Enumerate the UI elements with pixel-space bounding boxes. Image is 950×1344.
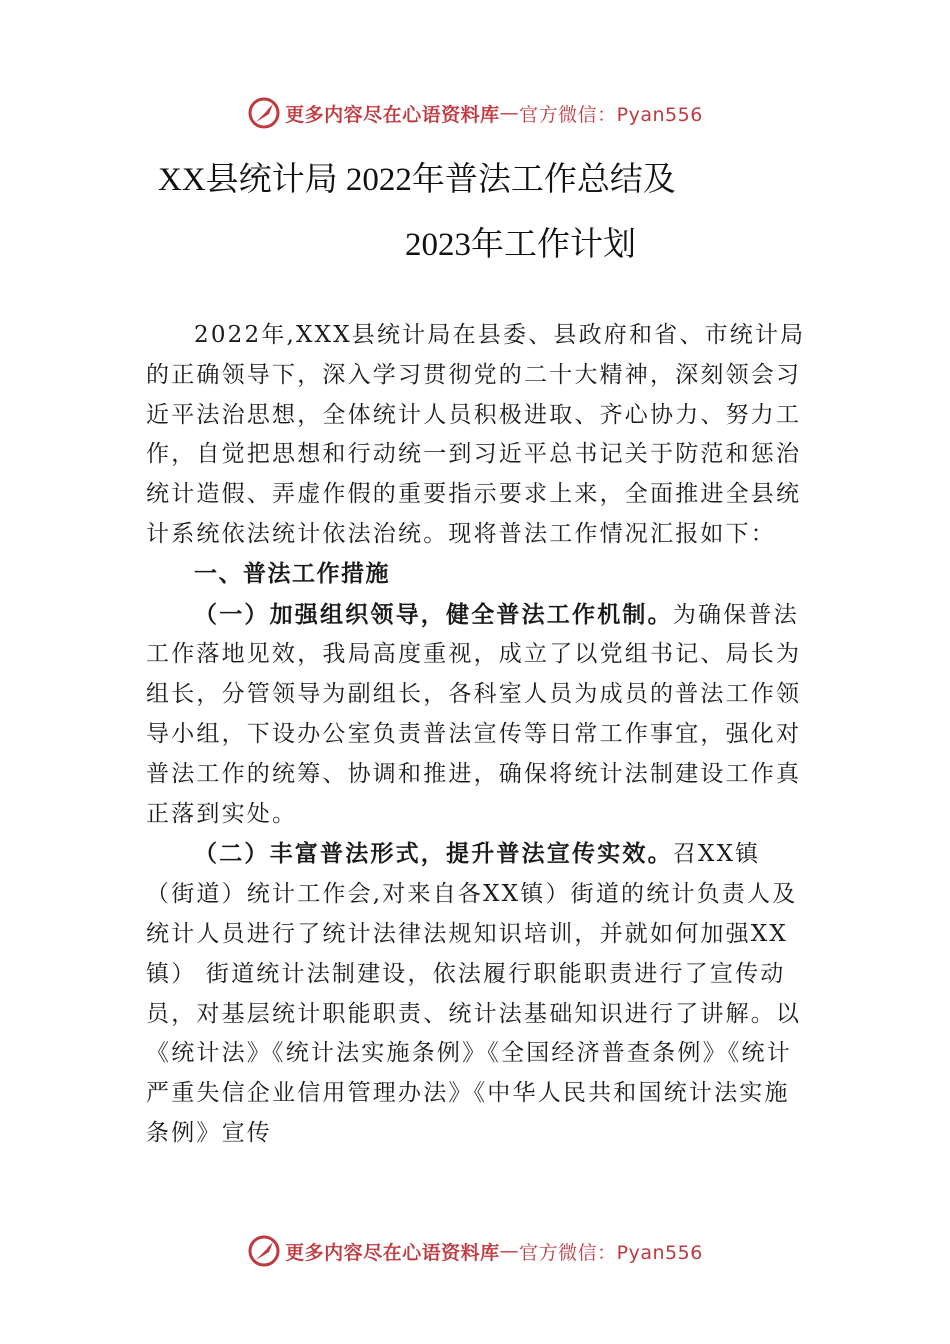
banner-dash: — xyxy=(499,1240,520,1262)
document-body xyxy=(146,316,810,1154)
paragraph-2 xyxy=(146,834,810,1153)
paragraph-1-lead: （一）加强组织领导，健全普法工作机制。 xyxy=(194,600,673,628)
banner-dash: — xyxy=(499,102,520,124)
paragraph-2-text: 召XX镇（街道）统计工作会,对来自各XX镇）街道的统计负责人及统计人员进行了统计法律法规知识培训，并就如何加强XX镇） 街道统计法制建设，依法履行职能职责进行了宣传动员，对基层统计职能职责、统计法基础知识进行了讲解。以《统计法》《统计法实施条例》《全国经济普查条例》《统计严重失信企业信用管理办法》《中华人民共和国统计法实施条例》宣传 xyxy=(146,841,802,1146)
section-heading-1: 一、普法工作措施 xyxy=(194,560,390,587)
watermark-banner-bottom xyxy=(0,1234,950,1268)
paragraph-1 xyxy=(146,595,810,835)
document-title-line2: 2023年工作计划 xyxy=(405,227,636,263)
feather-seal-logo-icon xyxy=(247,1234,281,1268)
document-title-line1: XX县统计局 2022年普法工作总结及 xyxy=(158,162,676,198)
intro-paragraph: 2022年,XXX县统计局在县委、县政府和省、市统计局的正确领导下，深入学习贯彻党的二十大精神，深刻领会习近平法治思想，全体统计人员积极进取、齐心协力、努力工作，自觉把思想和行动统一到习近平总书记关于防范和惩治统计造假、弄虚作假的重要指示要求上来，全面推进全县统计系统依法统计依法治统。现将普法工作情况汇报如下： xyxy=(146,322,806,547)
banner-wechat: 官方微信：Pyan556 xyxy=(519,103,703,126)
paragraph-2-lead: （二）丰富普法形式，提升普法宣传实效。 xyxy=(194,840,673,868)
banner-site-name: 更多内容尽在心语资料库 xyxy=(285,103,500,126)
banner-site-name: 更多内容尽在心语资料库 xyxy=(285,1241,500,1264)
banner-wechat: 官方微信：Pyan556 xyxy=(519,1241,703,1264)
feather-seal-logo-icon xyxy=(247,96,281,130)
paragraph-1-text: 为确保普法工作落地见效，我局高度重视，成立了以党组书记、局长为组长，分管领导为副组长，各科室人员为成员的普法工作领导小组，下设办公室负责普法宣传等日常工作事宜，强化对普法工作的统筹、协调和推进，确保将统计法制建设工作真正落到实处。 xyxy=(146,601,802,827)
watermark-banner-top xyxy=(0,96,950,130)
